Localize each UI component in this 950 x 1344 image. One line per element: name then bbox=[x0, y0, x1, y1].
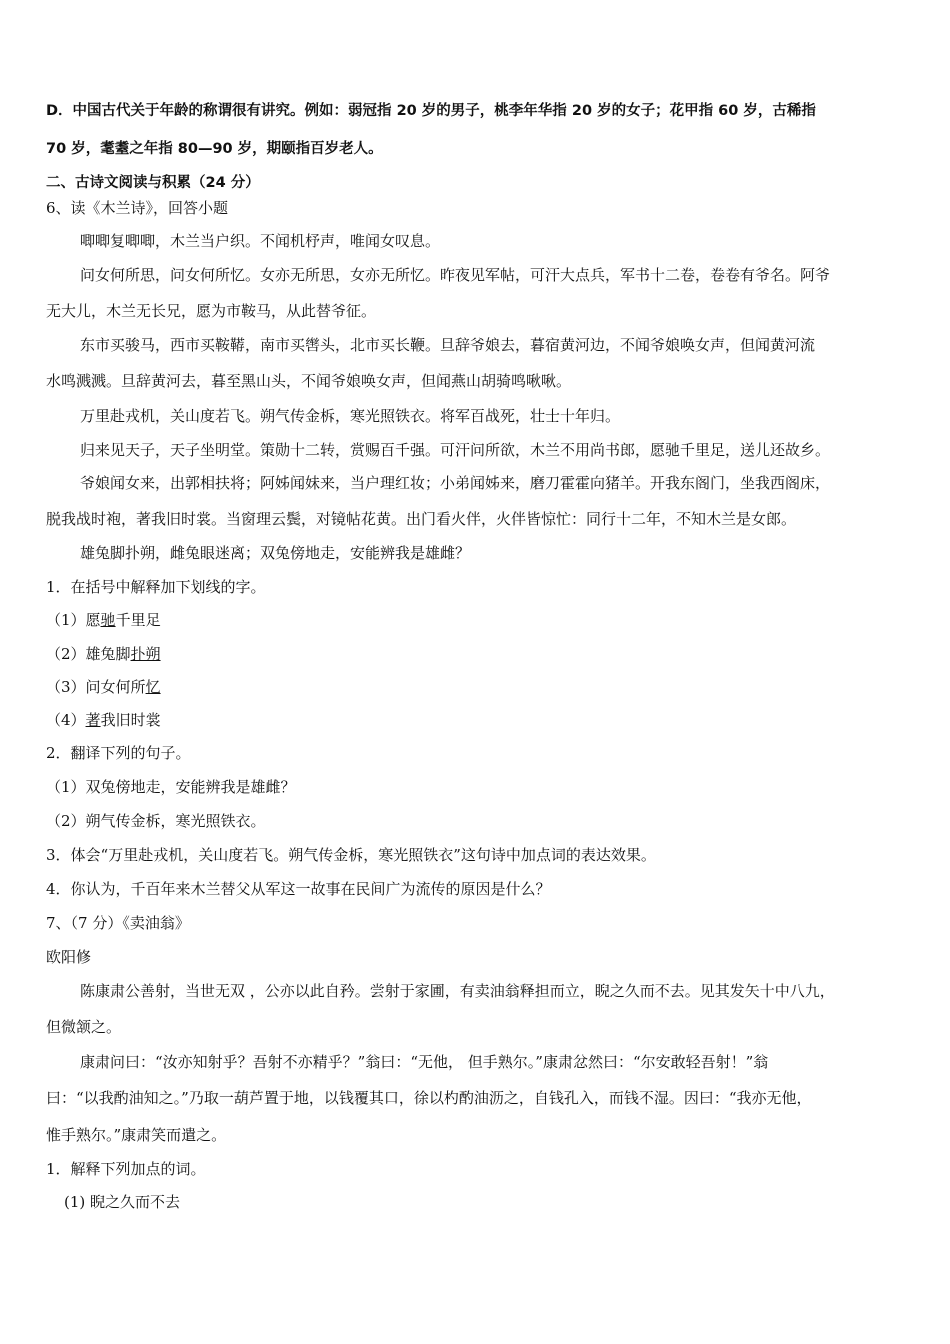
q6-sub1-item-3: （3）问女何所忆 bbox=[46, 678, 161, 696]
poem-line: 脱我战时袍，著我旧时裳。当窗理云鬓，对镜帖花黄。出门看火伴，火伴皆惊忙：同行十二年，不知木兰是女郎。 bbox=[46, 510, 797, 528]
q7-text-line: 惟手熟尔。”康肃笑而遣之。 bbox=[46, 1126, 227, 1144]
q7-sub1-item-1: (1) 睨之久而不去 bbox=[64, 1193, 181, 1211]
q6-sub1-item-1: （1）愿驰千里足 bbox=[46, 611, 161, 629]
q6-sub1-item-2: （2）雄兔脚扑朔 bbox=[46, 645, 161, 663]
poem-line: 雄兔脚扑朔，雌兔眼迷离；双兔傍地走，安能辨我是雄雌？ bbox=[80, 544, 471, 562]
q6-sub2-item-1: （1）双兔傍地走，安能辨我是雄雌？ bbox=[46, 778, 296, 796]
poem-line: 唧唧复唧唧，木兰当户织。不闻机杼声，唯闻女叹息。 bbox=[80, 232, 441, 250]
poem-line: 问女何所思，问女何所忆。女亦无所思，女亦无所忆。昨夜见军帖，可汗大点兵，军书十二卷，卷卷有爷名。阿爷 bbox=[80, 266, 831, 284]
q6-sub3: 3．体会“万里赴戎机，关山度若飞。朔气传金柝，寒光照铁衣”这句诗中加点词的表达效果。 bbox=[46, 846, 656, 864]
q7-author: 欧阳修 bbox=[46, 948, 92, 966]
option-d-line-1: D．中国古代关于年龄的称谓很有讲究。例如：弱冠指 20 岁的男子，桃李年华指 20 岁的女子；花甲指 60 岁，古稀指 bbox=[46, 103, 816, 119]
poem-line: 无大儿，木兰无长兄，愿为市鞍马，从此替爷征。 bbox=[46, 302, 377, 320]
poem-line: 东市买骏马，西市买鞍鞯，南市买辔头，北市买长鞭。旦辞爷娘去，暮宿黄河边，不闻爷娘唤女声，但闻黄河流 bbox=[80, 336, 816, 354]
q6-sub1-item-4: （4）著我旧时裳 bbox=[46, 711, 161, 729]
q7-text-line: 康肃问曰：“汝亦知射乎？吾射不亦精乎？”翁曰：“无他， 但手熟尔。”康肃忿然曰：“尔安敢轻吾射！”翁 bbox=[80, 1053, 769, 1071]
poem-line: 归来见天子，天子坐明堂。策勋十二转，赏赐百千强。可汗问所欲，木兰不用尚书郎，愿驰千里足，送儿还故乡。 bbox=[80, 441, 831, 459]
q7-text-line: 陈康肃公善射，当世无双 ，公亦以此自矜。尝射于家圃，有卖油翁释担而立，睨之久而不去。见其发矢十中八九， bbox=[80, 982, 835, 1000]
section-2-title: 二、古诗文阅读与积累（24 分） bbox=[46, 175, 260, 191]
q7-text-line: 但微颔之。 bbox=[46, 1018, 122, 1036]
q7-sub1-title: 1．解释下列加点的词。 bbox=[46, 1160, 206, 1178]
poem-line: 万里赴戎机，关山度若飞。朔气传金柝，寒光照铁衣。将军百战死，壮士十年归。 bbox=[80, 407, 621, 425]
option-d-line-2: 70 岁，耄耋之年指 80—90 岁，期颐指百岁老人。 bbox=[46, 141, 383, 157]
poem-line: 水鸣溅溅。旦辞黄河去，暮至黑山头，不闻爷娘唤女声，但闻燕山胡骑鸣啾啾。 bbox=[46, 372, 572, 390]
q6-sub4: 4．你认为，千百年来木兰替父从军这一故事在民间广为流传的原因是什么？ bbox=[46, 880, 551, 898]
q7-prompt: 7、（7 分）《卖油翁》 bbox=[46, 914, 190, 932]
q6-sub2-title: 2．翻译下列的句子。 bbox=[46, 744, 191, 762]
q6-sub1-title: 1．在括号中解释加下划线的字。 bbox=[46, 578, 266, 596]
poem-line: 爷娘闻女来，出郭相扶将；阿姊闻妹来，当户理红妆；小弟闻姊来，磨刀霍霍向猪羊。开我东阁门，坐我西阁床， bbox=[80, 474, 831, 492]
q6-prompt: 6、读《木兰诗》，回答小题 bbox=[46, 199, 229, 217]
q6-sub2-item-2: （2）朔气传金柝，寒光照铁衣。 bbox=[46, 812, 266, 830]
q7-text-line: 曰：“以我酌油知之。”乃取一葫芦置于地，以钱覆其口，徐以杓酌油沥之，自钱孔入，而钱不湿。因曰：“我亦无他， bbox=[46, 1089, 812, 1107]
